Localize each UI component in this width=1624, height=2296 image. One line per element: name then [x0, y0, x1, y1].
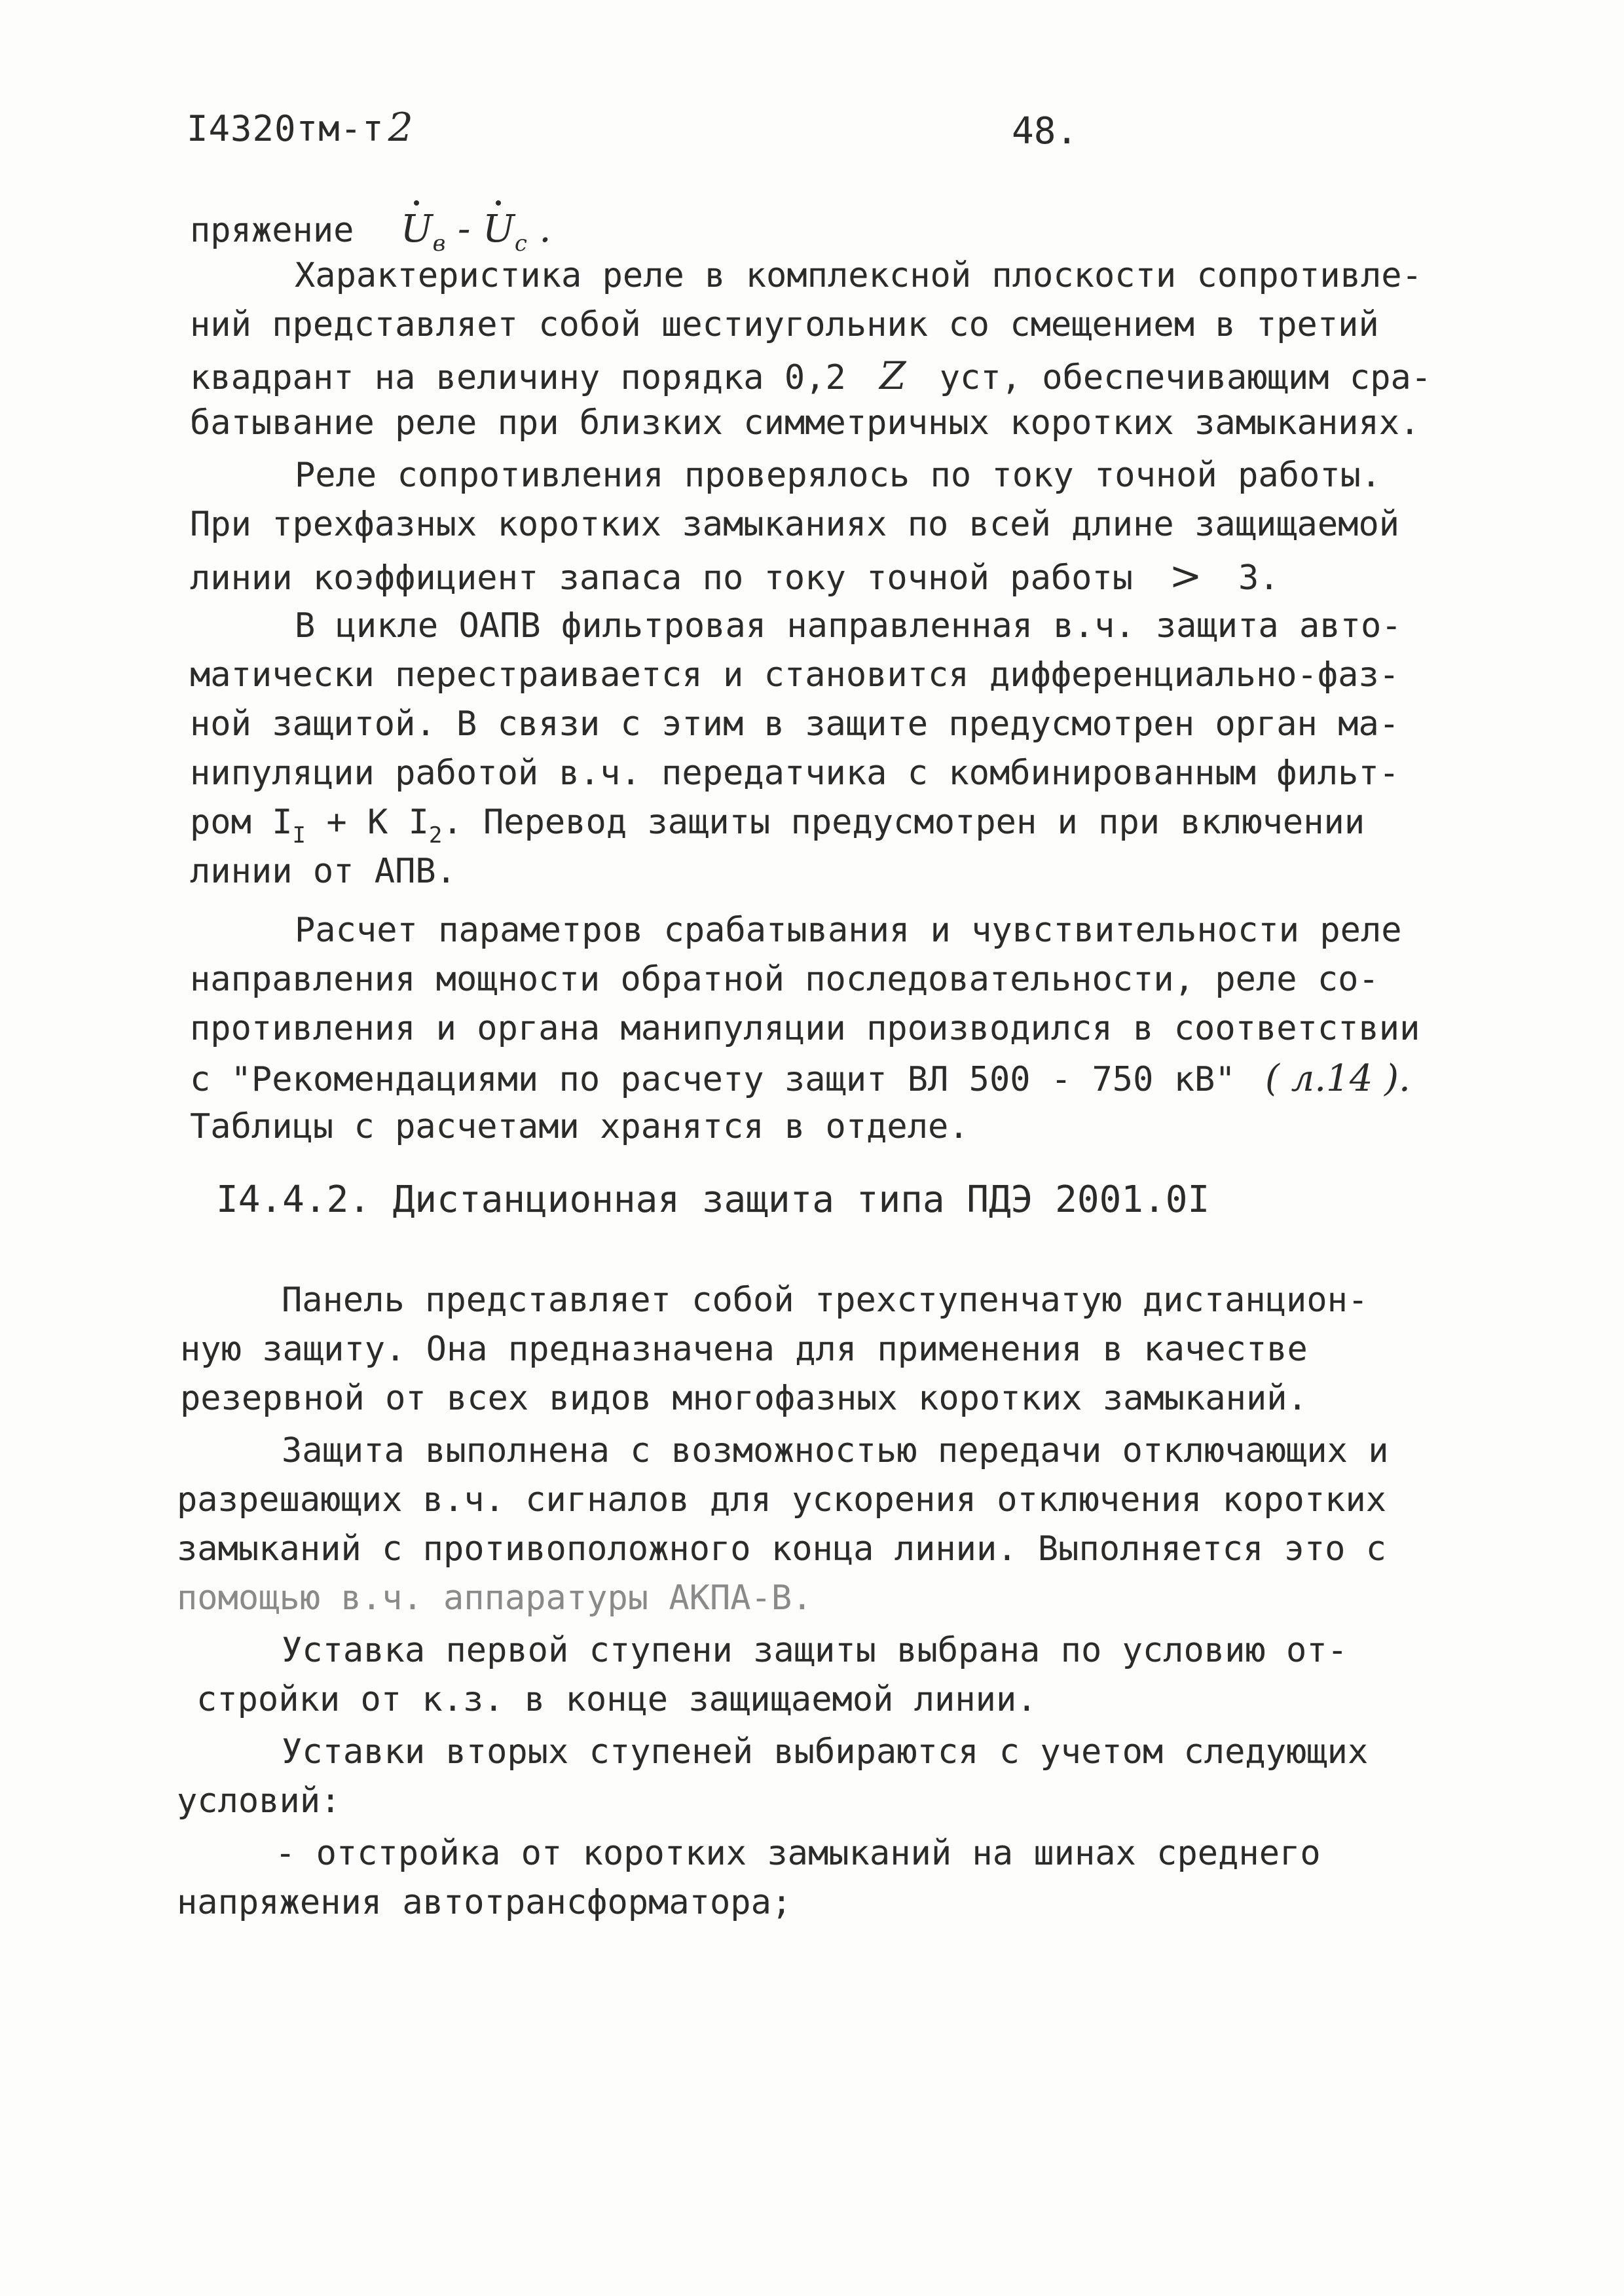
subscript: 2 [428, 822, 443, 848]
formula-u-symbol: U [400, 206, 433, 251]
text-line: разрешающих в.ч. сигналов для ускорения отключения коротких [177, 1480, 1387, 1520]
text-line [190, 354, 1432, 398]
text-line: противления и органа манипуляции производился в соответствии [190, 1009, 1420, 1048]
text-line [190, 553, 1280, 599]
text-line: ний представляет собой шестиугольник со смещением в третий [190, 305, 1379, 344]
subscript: I [292, 822, 306, 848]
text-line: Уставка первой ступени защиты выбрана по условию от- [282, 1631, 1348, 1670]
text-line: резервной от всех видов многофазных коротких замыканий. [180, 1379, 1308, 1418]
text-line: При трехфазных коротких замыканиях по всей длине защищаемой [190, 505, 1400, 544]
text-line: стройки от к.з. в конце защищаемой линии. [196, 1680, 1037, 1719]
text-line: Уставки вторых ступеней выбираются с учетом следующих [282, 1732, 1369, 1772]
text-line: батывание реле при близких симметричных коротких замыканиях. [190, 403, 1420, 443]
text-line: В цикле ОАПВ фильтровая направленная в.ч. защита авто- [295, 606, 1402, 646]
text-line [190, 206, 551, 257]
handwritten-reference: ( л.14 ). [1264, 1057, 1411, 1100]
text-segment: линии коэффициент запаса по току точной работы [190, 558, 1134, 598]
text-line: линии от АПВ. [190, 852, 456, 891]
text-segment: + К I [306, 803, 429, 842]
text-segment: уст, обеспечивающим сра- [939, 358, 1432, 397]
text-line: Таблицы с расчетами хранятся в отделе. [190, 1107, 969, 1146]
text-segment: с "Рекомендациями по расчету защит ВЛ 500 - 750 кВ" [190, 1060, 1236, 1099]
formula-operator: - [445, 206, 483, 251]
document-code-text: I4320тм-т [187, 108, 384, 149]
text-line: нипуляции работой в.ч. передатчика с комбинированным фильт- [190, 754, 1400, 793]
text-line: ную защиту. Она предназначена для применения в качестве [180, 1330, 1308, 1369]
document-code [187, 105, 414, 151]
text-segment: квадрант на величину порядка 0,2 [190, 358, 846, 397]
handwritten-greater-than: > [1169, 553, 1202, 599]
text-segment: . Перевод защиты предусмотрен и при включении [442, 803, 1365, 842]
section-heading: I4.4.2. Дистанционная защита типа ПДЭ 2001.0I [216, 1178, 1210, 1221]
text-line: Характеристика реле в комплексной плоскости сопротивле- [295, 256, 1422, 295]
text-line [190, 803, 1365, 848]
formula-end: . [526, 206, 551, 251]
text-line: замыканий с противоположного конца линии. Выполняется это с [177, 1529, 1387, 1569]
text-line: помощью в.ч. аппаратуры АКПА-В. [177, 1578, 813, 1618]
text-line [190, 1057, 1411, 1100]
text-line: Реле сопротивления проверялось по току точной работы. [295, 456, 1382, 495]
text-line: - отстройка от коротких замыканий на шинах среднего [275, 1834, 1321, 1873]
handwritten-z-symbol: Z [879, 354, 906, 398]
text-line: Расчет параметров срабатывания и чувствительности реле [295, 911, 1402, 950]
text-line: Панель представляет собой трехступенчатую дистанцион- [282, 1281, 1369, 1320]
text-segment: 3. [1238, 558, 1280, 598]
formula-subscript: в [432, 230, 446, 257]
handwritten-formula [400, 206, 551, 257]
text-line: ной защитой. В связи с этим в защите предусмотрен орган ма- [190, 704, 1400, 744]
text-segment: ром I [190, 803, 293, 842]
text-line: напряжения автотрансформатора; [177, 1883, 792, 1922]
text-line: условий: [177, 1781, 341, 1821]
text-line: направления мощности обратной последовательности, реле со- [190, 960, 1379, 999]
document-code-handwritten: 2 [388, 105, 414, 151]
text-segment: пряжение [190, 211, 354, 250]
text-line: матически перестраивается и становится дифференциально-фаз- [190, 655, 1400, 695]
formula-subscript: c [514, 230, 527, 257]
text-line: Защита выполнена с возможностью передачи отключающих и [282, 1431, 1389, 1470]
page-number: 48. [1012, 110, 1079, 153]
formula-u-symbol: U [482, 206, 515, 251]
